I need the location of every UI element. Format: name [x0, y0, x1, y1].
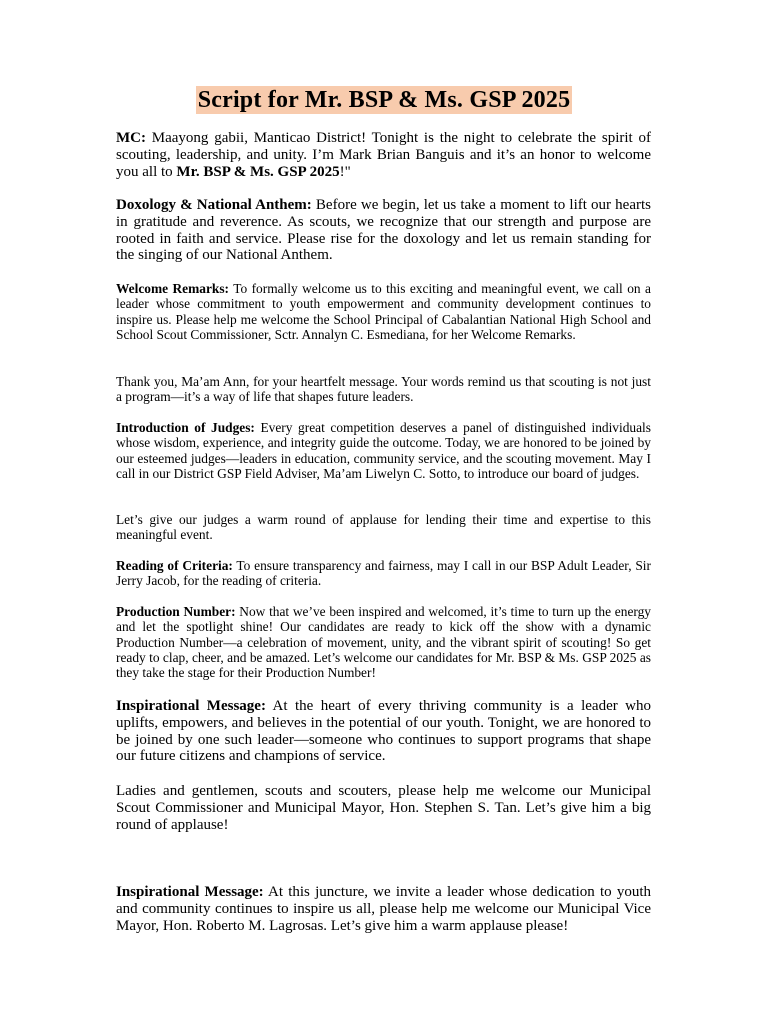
inspirational-message-paragraph-1	[116, 698, 651, 765]
doxology-text: Before we begin, let us take a moment to lift our hearts in gratitude and reverence. As scouts, we recognize that our strength and purpose are rooted in faith and service. Please rise for the doxology and let us remain standing for the singing of our National Anthem.	[116, 197, 652, 264]
title-block	[0, 86, 768, 114]
inspirational-label-1: Inspirational Message:	[116, 698, 266, 714]
mc-text: Maayong gabii, Manticao District! Tonight is the night to celebrate the spirit of scouting, leadership, and unity. I’m Mark Brian Banguis and it’s an honor to welcome you all to	[116, 130, 651, 180]
production-paragraph	[116, 604, 651, 680]
applause-text: Let’s give our judges a warm round of applause for lending their time and expertise to this meaningful event.	[116, 512, 651, 543]
mayor-text: Ladies and gentlemen, scouts and scouters, please help me welcome our Municipal Scout Commissioner and Municipal Mayor, Hon. Stephen S. Tan. Let’s give him a big round of applause!	[116, 783, 651, 833]
criteria-label: Reading of Criteria:	[116, 558, 233, 573]
criteria-paragraph	[116, 558, 651, 589]
judges-text: Every great competition deserves a panel of distinguished individuals whose wisdom, experience, and integrity guide the outcome. Today, we are honored to be joined by our esteemed judges—leaders in education, community service, and the scouting movement. May I call in our District GSP Field Adviser, Ma’am Liwelyn C. Sotto, to introduce our board of judges.	[116, 420, 651, 481]
mc-event-name: Mr. BSP & Ms. GSP 2025	[176, 163, 340, 180]
judges-label: Introduction of Judges:	[116, 420, 255, 435]
inspirational-text-2: At this juncture, we invite a leader whose dedication to youth and community continues to inspire us all, please help me welcome our Municipal Vice Mayor, Hon. Roberto M. Lagrosas. Let’s give him a warm applause please!	[116, 884, 652, 934]
welcome-label: Welcome Remarks:	[116, 281, 230, 296]
judges-paragraph	[116, 420, 651, 481]
mayor-paragraph	[116, 783, 651, 833]
doxology-paragraph	[116, 197, 651, 264]
thanks-text: Thank you, Ma’am Ann, for your heartfelt message. Your words remind us that scouting is not just a program—it’s a way of life that shapes future leaders.	[116, 374, 651, 405]
production-text: Now that we’ve been inspired and welcomed, it’s time to turn up the energy and let the spotlight shine! Our candidates are ready to kick off the show with a dynamic Production Number—a celebration of movement, unity, and the vibrant spirit of scouting! So get ready to clap, cheer, and be amazed. Let’s welcome our candidates for Mr. BSP & Ms. GSP 2025 as they take the stage for their Production Number!	[116, 604, 651, 681]
criteria-text: To ensure transparency and fairness, may I call in our BSP Adult Leader, Sir Jerry Jacob, for the reading of criteria.	[116, 558, 651, 589]
inspirational-label-2: Inspirational Message:	[116, 884, 264, 900]
document-title: Script for Mr. BSP & Ms. GSP 2025	[197, 87, 571, 113]
welcome-paragraph	[116, 281, 651, 342]
mc-paragraph	[116, 130, 651, 180]
mc-text-end: !"	[339, 163, 351, 180]
production-label: Production Number:	[116, 604, 236, 619]
applause-paragraph	[116, 512, 651, 543]
doxology-label: Doxology & National Anthem:	[116, 197, 312, 213]
thanks-paragraph	[116, 374, 651, 405]
mc-label: MC:	[116, 130, 146, 146]
inspirational-message-paragraph-2	[116, 884, 651, 934]
welcome-text: To formally welcome us to this exciting and meaningful event, we call on a leader whose commitment to youth empowerment and community development continues to inspire us. Please help me welcome the School Principal of Cabalantian National High School and School Scout Commissioner, Sctr. Annalyn C. Esmediana, for her Welcome Remarks.	[116, 281, 651, 342]
inspirational-text-1: At the heart of every thriving community is a leader who uplifts, empowers, and believes in the potential of our youth. Tonight, we are honored to be joined by one such leader—someone who continues to support programs that shape our future citizens and champions of service.	[116, 698, 651, 765]
